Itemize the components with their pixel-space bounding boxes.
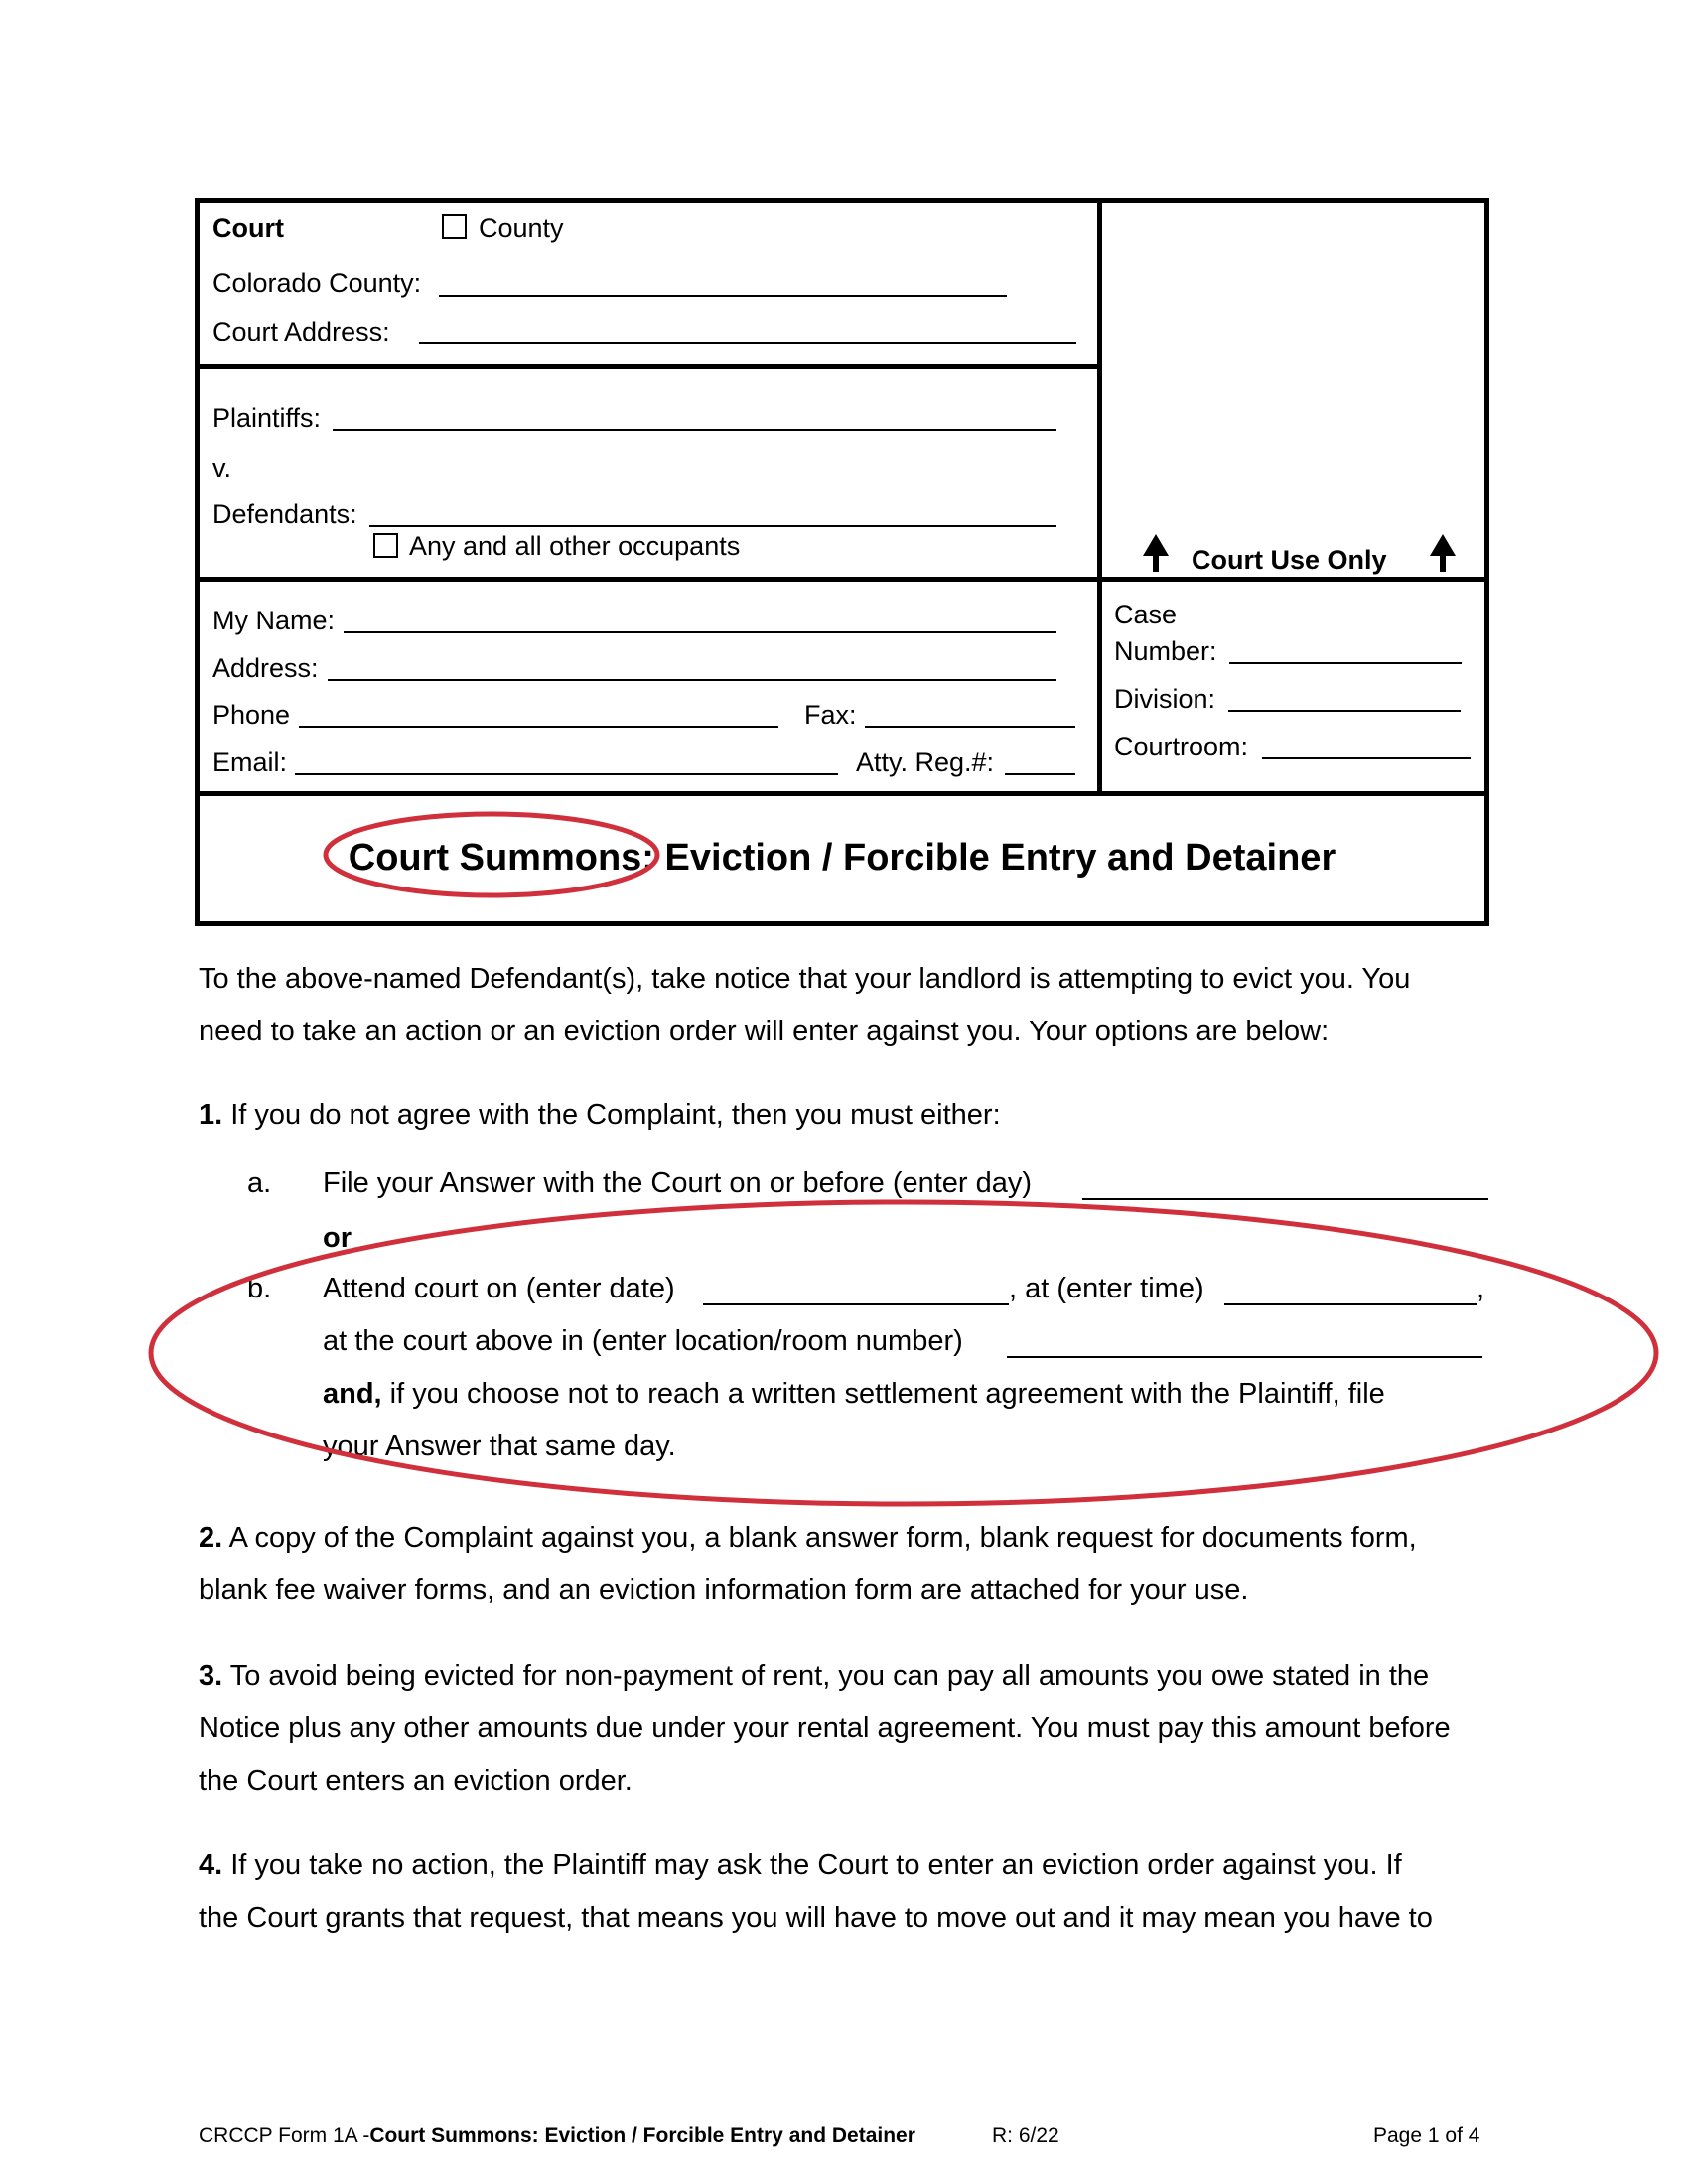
option-b-letter: b. [247, 1273, 272, 1304]
item-line: Notice plus any other amounts due under your rental agreement. You must pay this amount before [199, 1712, 1451, 1744]
up-arrow-icon [1427, 532, 1459, 574]
colorado-county-label: Colorado County: [212, 268, 422, 298]
court-use-only-label: Court Use Only [1192, 545, 1387, 575]
other-occupants-label: Any and all other occupants [409, 531, 741, 561]
option-b-date-label: Attend court on (enter date) [323, 1273, 675, 1304]
email-label: Email: [212, 748, 288, 777]
document-title [195, 838, 1489, 878]
up-arrow-icon [1140, 532, 1172, 574]
plaintiffs-label: Plaintiffs: [212, 403, 322, 433]
case-number-field[interactable] [1229, 662, 1462, 664]
item-3-paragraph [199, 1650, 1499, 1808]
box-border-top [195, 198, 1489, 203]
item-4-paragraph [199, 1840, 1499, 1945]
division-field[interactable] [1228, 710, 1461, 712]
intro-paragraph [199, 953, 1499, 1058]
item-line: blank fee waiver forms, and an eviction information form are attached for your use. [199, 1574, 1249, 1606]
footer-form-code: CRCCP Form 1A - [199, 2124, 370, 2147]
court-date-field[interactable] [703, 1303, 1009, 1305]
row-divider-3 [195, 791, 1489, 796]
location-room-field[interactable] [1007, 1356, 1482, 1358]
item-number: 1. [199, 1099, 223, 1131]
footer-form-title: Court Summons: Eviction / Forcible Entry and Detainer [369, 2124, 915, 2147]
courtroom-field[interactable] [1262, 757, 1471, 759]
box-border-bottom [195, 921, 1489, 926]
item-line: To avoid being evicted for non-payment of rent, you can pay all amounts you owe stated in the [222, 1660, 1430, 1692]
item-2-paragraph [199, 1512, 1499, 1617]
item-line: the Court enters an eviction order. [199, 1765, 633, 1797]
other-occupants-checkbox[interactable] [373, 533, 398, 558]
phone-label: Phone [212, 700, 291, 730]
case-number-label: Number: [1114, 636, 1217, 666]
item-text: If you do not agree with the Complaint, then you must either: [222, 1099, 1001, 1131]
phone-field[interactable] [299, 726, 778, 728]
my-name-label: My Name: [212, 606, 336, 635]
address-label: Address: [212, 653, 319, 683]
my-name-field[interactable] [344, 631, 1056, 633]
item-line: If you take no action, the Plaintiff may ask the Court to enter an eviction order against you. If [222, 1849, 1402, 1881]
box-border-left [195, 198, 200, 926]
option-a-text: File your Answer with the Court on or before (enter day) [323, 1167, 1033, 1199]
county-checkbox-label: County [479, 213, 564, 243]
caption-box [195, 198, 1489, 926]
defendants-label: Defendants: [212, 499, 357, 529]
intro-line: To the above-named Defendant(s), take notice that your landlord is attempting to evict you. You [199, 963, 1411, 995]
item-number: 2. [199, 1522, 223, 1554]
court-time-field[interactable] [1224, 1303, 1477, 1305]
option-b-line-3 [323, 1379, 1385, 1409]
and-label: and, [323, 1378, 382, 1410]
court-address-field[interactable] [419, 342, 1076, 344]
option-b-comma: , [1477, 1273, 1485, 1304]
division-label: Division: [1114, 684, 1216, 714]
case-label: Case [1114, 600, 1178, 629]
court-label: Court [212, 213, 284, 243]
fax-field[interactable] [865, 726, 1075, 728]
answer-day-field[interactable] [1082, 1198, 1488, 1200]
court-address-label: Court Address: [212, 317, 390, 346]
plaintiffs-field[interactable] [333, 429, 1056, 431]
item-line: the Court grants that request, that means you will have to move out and it may mean you have to [199, 1902, 1433, 1934]
county-checkbox[interactable] [442, 214, 467, 239]
courtroom-label: Courtroom: [1114, 732, 1249, 761]
address-field[interactable] [328, 679, 1056, 681]
versus-label: v. [212, 453, 231, 482]
atty-reg-field[interactable] [1005, 773, 1075, 775]
option-a-letter: a. [247, 1167, 272, 1199]
fax-label: Fax: [804, 700, 857, 730]
email-field[interactable] [295, 773, 838, 775]
box-border-right [1484, 198, 1489, 926]
footer-page-number: Page 1 of 4 [1373, 2124, 1480, 2147]
column-divider [1097, 198, 1102, 796]
title-part-1: Court Summons: [348, 837, 654, 879]
item-number: 4. [199, 1849, 223, 1881]
colorado-county-field[interactable] [439, 295, 1007, 297]
atty-reg-label: Atty. Reg.#: [856, 748, 995, 777]
option-b-location-label: at the court above in (enter location/room number) [323, 1325, 963, 1357]
row-divider-2 [195, 577, 1489, 582]
footer-form-id [199, 2124, 915, 2148]
option-b-line-3-text: if you choose not to reach a written settlement agreement with the Plaintiff, file [381, 1378, 1385, 1410]
or-label: or [323, 1222, 352, 1254]
intro-line: need to take an action or an eviction order will enter against you. Your options are below: [199, 1016, 1330, 1047]
defendants-field[interactable] [369, 525, 1056, 527]
item-line: A copy of the Complaint against you, a blank answer form, blank request for documents form, [222, 1522, 1417, 1554]
footer-revision: R: 6/22 [992, 2124, 1059, 2147]
row-divider-1 [195, 364, 1100, 369]
option-b-line-4: your Answer that same day. [323, 1431, 676, 1462]
title-part-2: Eviction / Forcible Entry and Detainer [653, 837, 1336, 879]
option-b-time-label: , at (enter time) [1009, 1273, 1204, 1304]
item-1-heading [199, 1089, 1499, 1142]
item-number: 3. [199, 1660, 223, 1692]
